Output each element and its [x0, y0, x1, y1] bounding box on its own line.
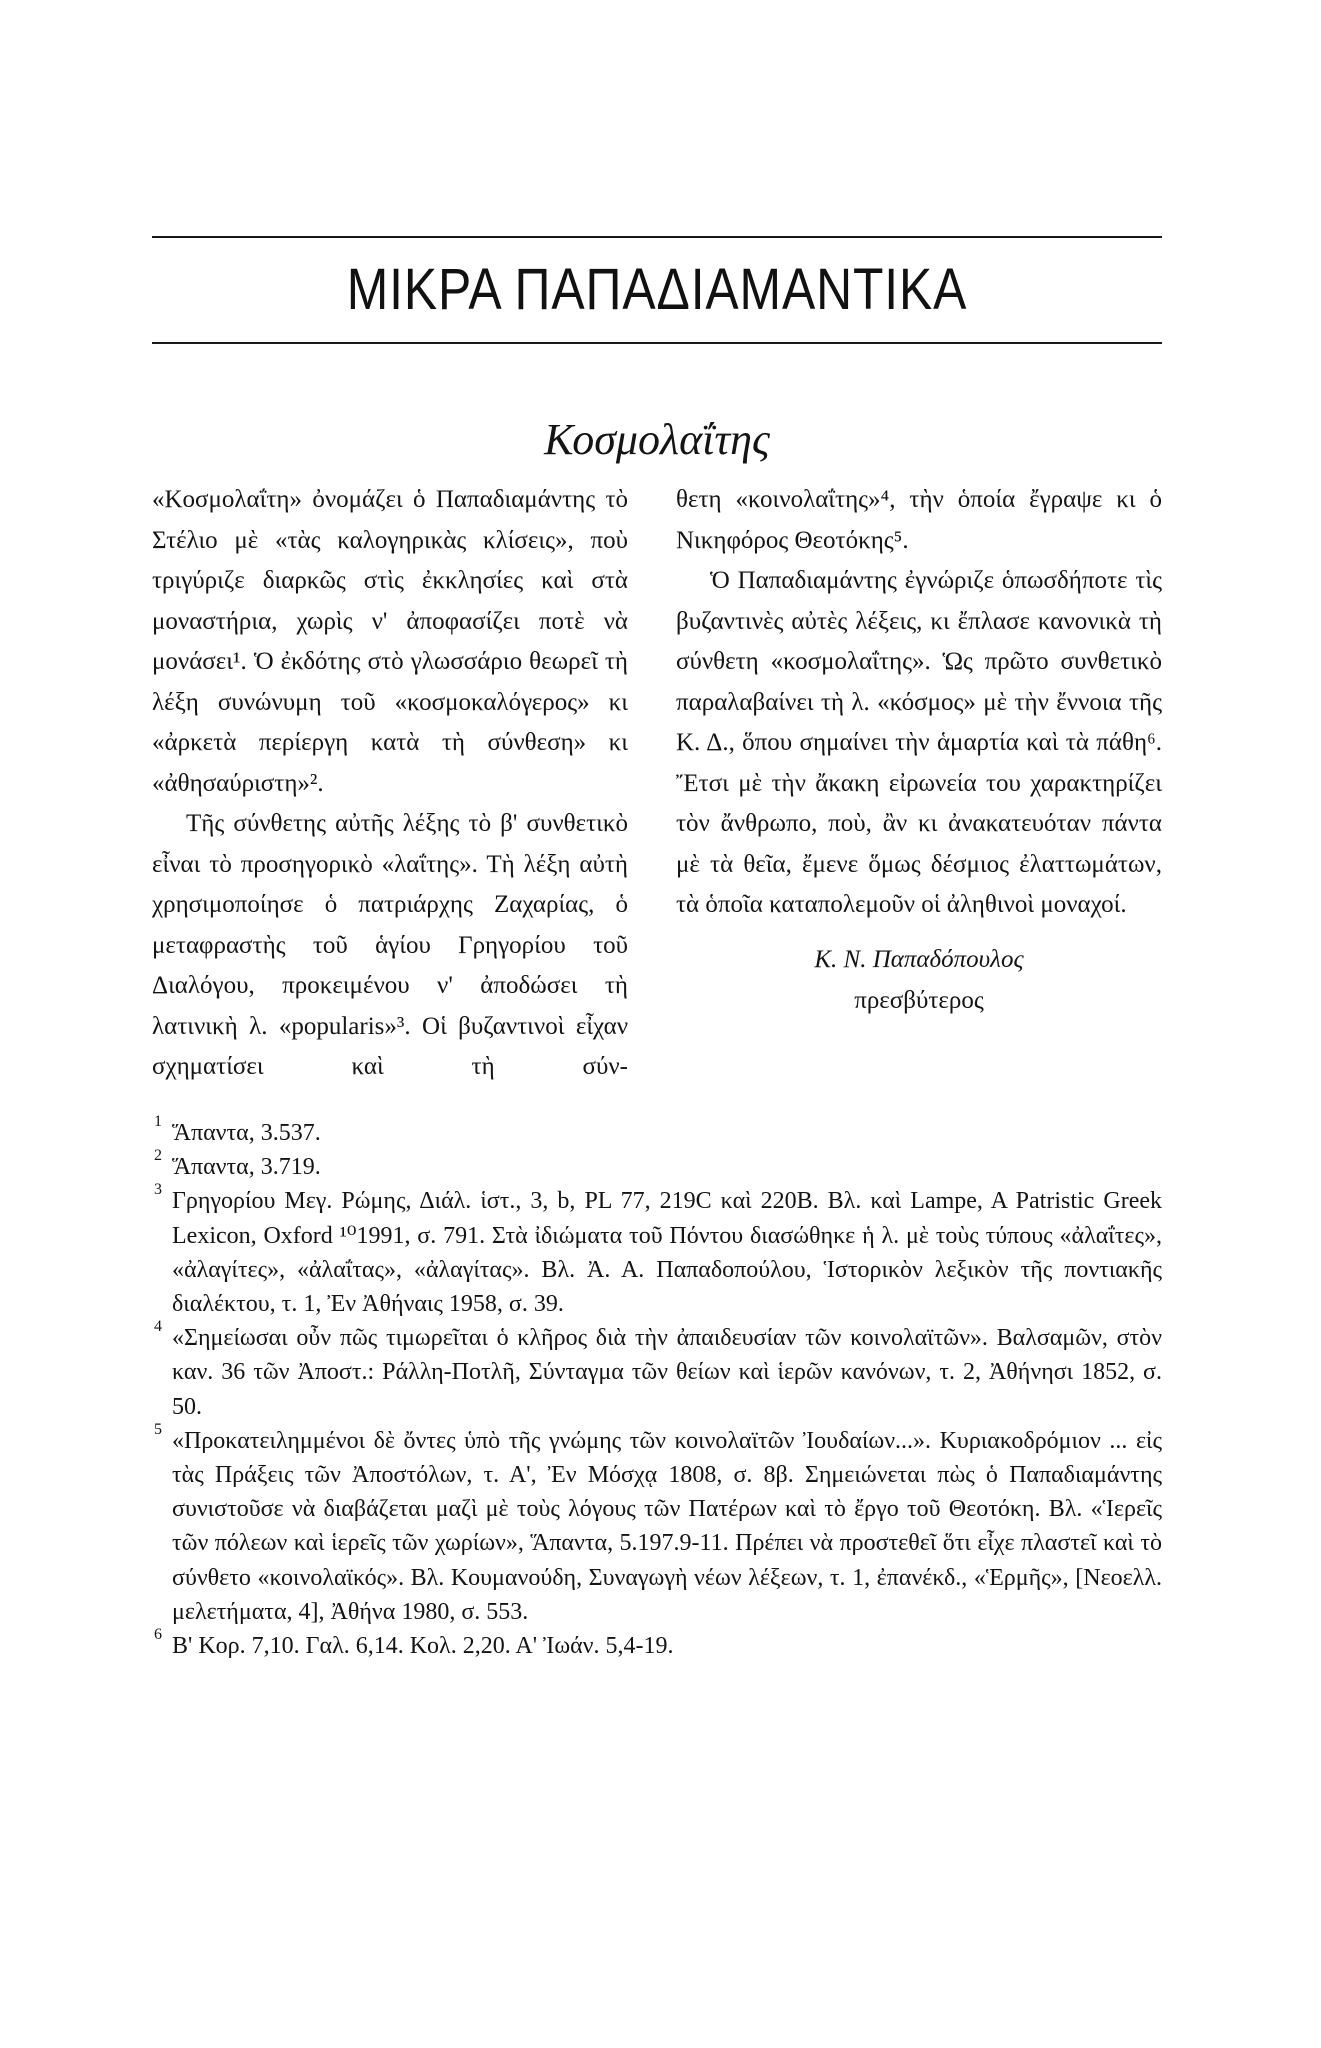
running-header-title: ΜΙΚΡΑ ΠΑΠΑΔΙΑΜΑΝΤΙΚΑ: [346, 257, 968, 322]
footnote-number: 4: [154, 1318, 162, 1336]
paragraph: θετη «κοινολαΐτης»⁴, τὴν ὁποία ἔγραψε κι ὁ Νικηφόρος Θεοτόκης⁵.: [676, 486, 1162, 554]
footnote: [152, 1626, 1162, 1663]
footnote: [152, 1181, 1162, 1321]
footnote-text: «Σημείωσαι οὖν πῶς τιμωρεῖται ὁ κλῆρος διὰ τὴν ἀπαιδευσίαν τῶν κοινολαϊτῶν». Βαλσαμῶν, στὸν καν. 36 τῶν Ἀποστ.: Ράλλη-Ποτλῆ, Σύνταγμα τῶν θείων καὶ ἱερῶν κανόνων, τ. 2, Ἀθήνησι 1852, σ. 50.: [172, 1325, 1162, 1420]
footnote: [152, 1420, 1162, 1629]
author-name: Κ. Ν. Παπαδόπουλος: [814, 946, 1024, 973]
paragraph: «Κοσμολαΐτη» ὀνομάζει ὁ Παπαδιαμάντης τὸ Στέλιο μὲ «τὰς καλογηρικὰς κλίσεις», ποὺ τριγύριζε διαρκῶς στὶς ἐκκλησίες καὶ στὰ μοναστήρια, χωρὶς ν' ἀποφασίζει ποτὲ νὰ μονάσει¹. Ὁ ἐκδότης στὸ γλωσσάριο θεωρεῖ τὴ λέξη συνώνυμη τοῦ «κοσμοκαλόγερος» κι «ἀρκετὰ περίεργη κατὰ τὴ σύνθεση» κι «ἀθησαύριστη»².: [152, 486, 628, 797]
footnote-text: Β' Κορ. 7,10. Γαλ. 6,14. Κολ. 2,20. Α' Ἰωάν. 5,4-19.: [172, 1633, 674, 1660]
footnote-number: 5: [154, 1420, 162, 1438]
header-top-rule: [152, 236, 1162, 238]
footnote-text: «Προκατειλημμένοι δὲ ὄντες ὑπὸ τῆς γνώμης τῶν κοινολαϊτῶν Ἰουδαίων...». Κυριακοδρόμιον ... εἰς τὰς Πράξεις τῶν Ἀποστόλων, τ. Α', Ἐν Μόσχᾳ 1808, σ. 8β. Σημειώνεται πὼς ὁ Παπαδιαμάντης συνιστοῦσε νὰ διαβάζεται μαζὶ μὲ τοὺς λόγους τῶν Πατέρων καὶ τὸ ἔργο τοῦ Θεοτόκη. Βλ. «Ἱερεῖς τῶν πόλεων καὶ ἱερεῖς τῶν χωρίων», Ἅπαντα, 5.197.9-11. Πρέπει νὰ προστεθεῖ ὅτι εἶχε πλαστεῖ καὶ τὸ σύνθετο «κοινολαϊκός». Βλ. Κουμανούδη, Συναγωγὴ νέων λέξεων, τ. 1, ἐπανέκδ., «Ἑρμῆς», [Νεοελλ. μελετήματα, 4], Ἀθήνα 1980, σ. 553.: [172, 1427, 1162, 1625]
footnote-number: 6: [154, 1626, 162, 1644]
author-role: πρεσβύτερος: [854, 986, 984, 1014]
footnote-text: Γρηγορίου Μεγ. Ρώμης, Διάλ. ἱστ., 3, b, PL 77, 219C καὶ 220B. Βλ. καὶ Lampe, A Patristic Greek Lexicon, Oxford ¹⁰1991, σ. 791. Στὰ ἰδιώματα τοῦ Πόντου διασώθηκε ἡ λ. μὲ τοὺς τύπους «ἀλαΐτες», «ἀλαγίτες», «ἀλαΐτας», «ἀλαγίτας». Βλ. Ἀ. Α. Παπαδοπούλου, Ἱστορικὸν λεξικὸν τῆς ποντιακῆς διαλέκτου, τ. 1, Ἐν Ἀθήναις 1958, σ. 39.: [172, 1188, 1162, 1318]
paragraph: Ὁ Παπαδιαμάντης ἐγνώριζε ὁπωσδήποτε τὶς βυζαντινὲς αὐτὲς λέξεις, κι ἔπλασε κανονικὰ τὴ σύνθετη «κοσμολαΐτης». Ὡς πρῶτο συνθετικὸ παραλαβαίνει τὴ λ. «κόσμος» μὲ τὴν ἔννοια τῆς Κ. Δ., ὅπου σημαίνει τὴν ἁμαρτία καὶ τὰ πάθη⁶. Ἔτσι μὲ τὴν ἄκακη εἰρωνεία του χαρακτηρίζει τὸν ἄνθρωπο, ποὺ, ἂν κι ἀνακατευόταν πάντα μὲ τὰ θεῖα, ἔμενε ὅμως δέσμιος ἐλαττωμάτων, τὰ ὁποῖα καταπολεμοῦν οἱ ἀληθινοὶ μοναχοί.: [676, 567, 1162, 918]
footnote-number: 3: [154, 1181, 162, 1199]
right-column: [676, 480, 1162, 926]
footnote-text: Ἅπαντα, 3.719.: [172, 1154, 321, 1181]
footnotes: [152, 1113, 1162, 1663]
footnote: [152, 1147, 1162, 1184]
signature-block: [676, 940, 1162, 1021]
footnote-number: 2: [154, 1147, 162, 1165]
paragraph: Τῆς σύνθετης αὐτῆς λέξης τὸ β' συνθετικὸ εἶναι τὸ προσηγορικὸ «λαΐτης». Τὴ λέξη αὐτὴ χρησιμοποίησε ὁ πατριάρχης Ζαχαρίας, ὁ μεταφραστὴς τοῦ ἁγίου Γρηγορίου τοῦ Διαλόγου, προκειμένου ν' ἀποδώσει τὴ λατινικὴ λ. «popularis»³. Οἱ βυζαντινοὶ εἶχαν σχηματίσει καὶ τὴ σύν-: [152, 810, 628, 1080]
footnote-number: 1: [154, 1113, 162, 1130]
footnote: [152, 1113, 1162, 1150]
article-title: Κοσμολαΐτης: [544, 415, 770, 464]
left-column: [152, 480, 628, 1088]
footnote-text: Ἅπαντα, 3.537.: [172, 1120, 321, 1146]
header-bottom-rule: [152, 342, 1162, 344]
footnote: [152, 1318, 1162, 1424]
